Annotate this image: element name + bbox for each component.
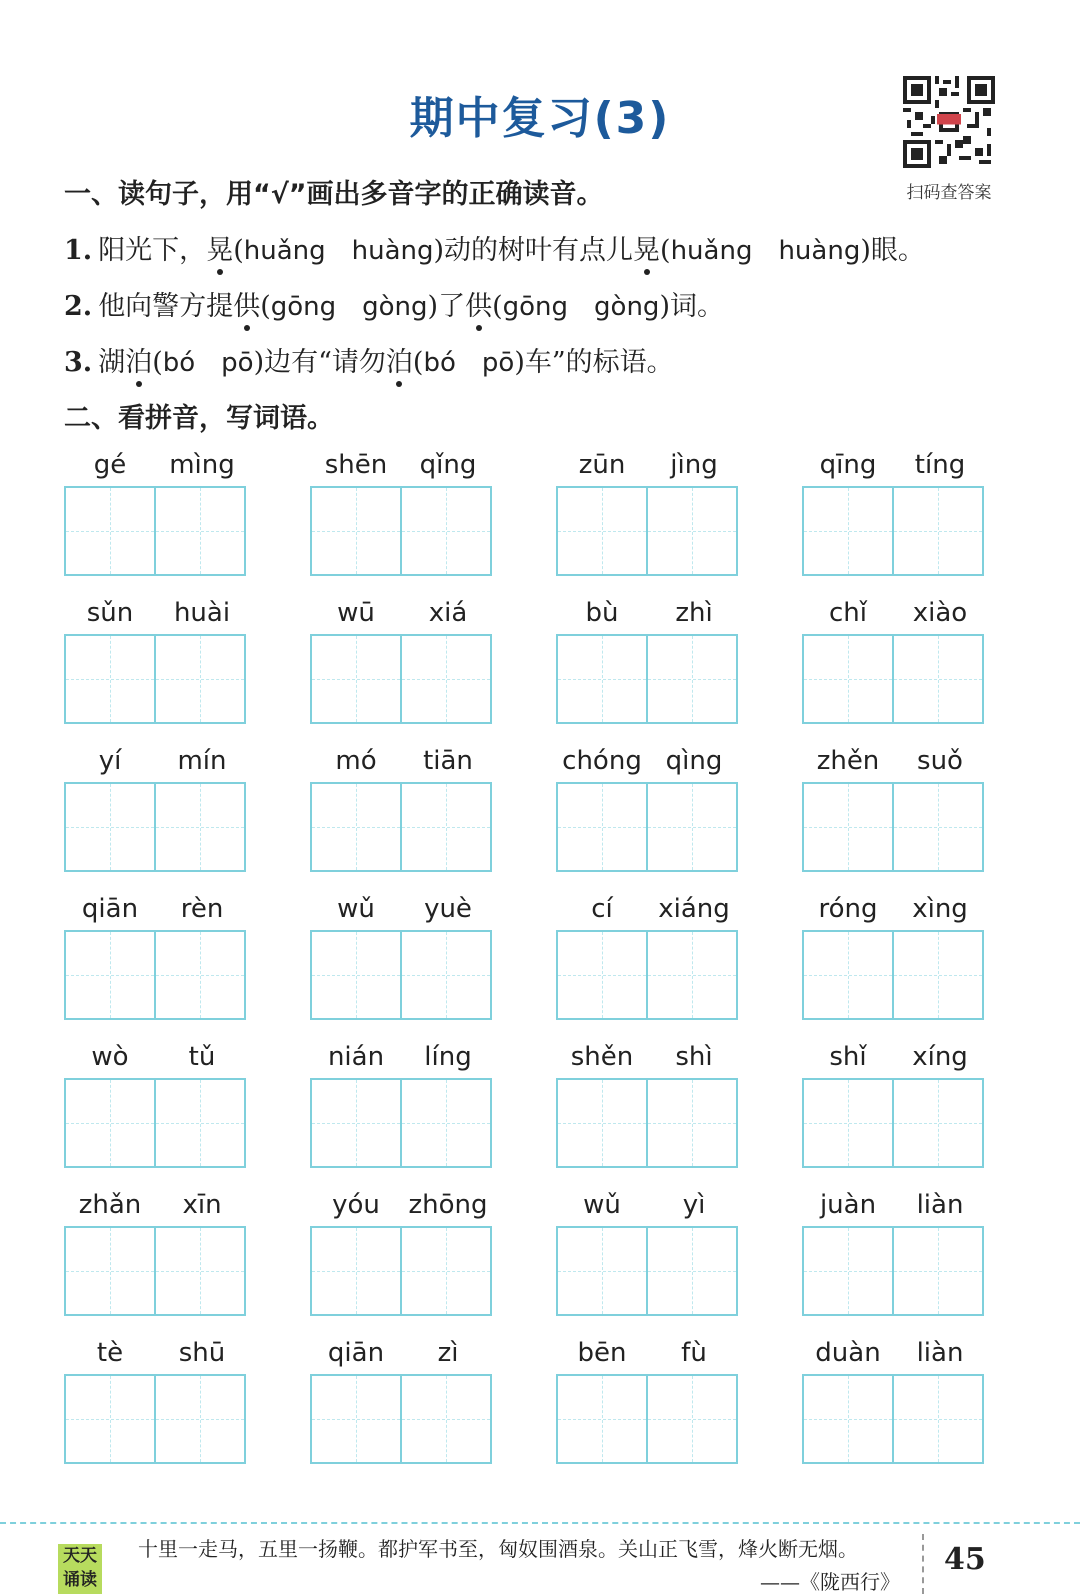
pinyin-syllable: jìng xyxy=(670,450,718,480)
pinyin-row xyxy=(802,450,986,484)
writing-box[interactable] xyxy=(646,488,736,574)
tianzige-pair xyxy=(802,930,984,1020)
reading-option[interactable]: gōng xyxy=(270,292,337,322)
pinyin-syllable: rèn xyxy=(180,894,224,924)
question-number: 2. xyxy=(64,291,93,322)
tianzige-pair xyxy=(802,1374,984,1464)
tianzige-pair xyxy=(556,486,738,576)
tianzige-pair xyxy=(802,486,984,576)
question-text: )车”的标语。 xyxy=(514,347,674,378)
bracket-open: ( xyxy=(412,347,424,378)
tianzige-pair xyxy=(556,930,738,1020)
pinyin-row xyxy=(64,1190,248,1224)
pinyin-syllable: zhǎn xyxy=(78,1190,142,1220)
pinyin-row xyxy=(802,1338,986,1372)
writing-box[interactable] xyxy=(558,784,646,870)
poem-text: 十里一走马，五里一扬鞭。都护军书至，匈奴围酒泉。关山正飞雪，烽火断无烟。 xyxy=(138,1537,858,1561)
tianzige-pair xyxy=(310,930,492,1020)
polyphone-char: 泊 xyxy=(125,340,152,379)
tianzige-pair xyxy=(64,1226,246,1316)
tianzige-pair xyxy=(310,1226,492,1316)
pinyin-syllable: shēn xyxy=(324,450,388,480)
tianzige-pair xyxy=(310,1078,492,1168)
writing-box[interactable] xyxy=(558,932,646,1018)
page-number: 45 xyxy=(944,1542,986,1577)
daily-reading-tag xyxy=(58,1544,102,1594)
writing-box[interactable] xyxy=(892,1080,982,1166)
writing-box[interactable] xyxy=(312,1080,400,1166)
pinyin-row xyxy=(64,746,248,780)
pinyin-syllable: xiáng xyxy=(658,894,730,924)
pinyin-syllable: shū xyxy=(178,1338,226,1368)
pinyin-syllable: cí xyxy=(591,894,613,924)
writing-box[interactable] xyxy=(66,1228,154,1314)
pinyin-row xyxy=(310,1190,494,1224)
reading-option[interactable]: pō xyxy=(221,348,254,378)
writing-box[interactable] xyxy=(66,1080,154,1166)
pinyin-row xyxy=(310,1338,494,1372)
writing-box[interactable] xyxy=(646,932,736,1018)
writing-box[interactable] xyxy=(892,488,982,574)
pinyin-syllable: chǐ xyxy=(829,598,867,628)
bracket-open: ( xyxy=(660,235,671,266)
reading-option[interactable]: gōng xyxy=(502,292,569,322)
writing-box[interactable] xyxy=(66,1376,154,1462)
reading-option[interactable]: pō xyxy=(481,348,515,378)
tianzige-pair xyxy=(64,1078,246,1168)
reading-option[interactable]: bó xyxy=(423,348,456,378)
writing-box[interactable] xyxy=(646,1376,736,1462)
reading-option[interactable]: huàng xyxy=(778,236,861,266)
writing-box[interactable] xyxy=(66,784,154,870)
pinyin-row xyxy=(556,1042,740,1076)
pinyin-row xyxy=(310,894,494,928)
pinyin-syllable: wū xyxy=(337,598,375,628)
pinyin-row xyxy=(802,1042,986,1076)
pinyin-syllable: tè xyxy=(96,1338,124,1368)
pinyin-syllable: yuè xyxy=(424,894,472,924)
tianzige-pair xyxy=(64,634,246,724)
writing-box[interactable] xyxy=(646,1080,736,1166)
pinyin-syllable: liàn xyxy=(916,1190,964,1220)
writing-box[interactable] xyxy=(400,784,490,870)
polyphone-char: 供 xyxy=(465,284,492,323)
pinyin-syllable: zhōng xyxy=(408,1190,488,1220)
bracket-open: ( xyxy=(233,235,244,266)
pinyin-row xyxy=(802,746,986,780)
writing-box[interactable] xyxy=(66,932,154,1018)
writing-box[interactable] xyxy=(892,1228,982,1314)
writing-box[interactable] xyxy=(804,1376,892,1462)
pinyin-syllable: róng xyxy=(818,894,878,924)
writing-box[interactable] xyxy=(400,636,490,722)
pinyin-syllable: duàn xyxy=(815,1338,881,1368)
tag-line-1: 天天 xyxy=(63,1546,97,1566)
pinyin-row xyxy=(64,894,248,928)
pinyin-syllable: mó xyxy=(335,746,377,776)
writing-box[interactable] xyxy=(312,784,400,870)
pinyin-syllable: xiào xyxy=(912,598,968,628)
writing-box[interactable] xyxy=(804,784,892,870)
writing-box[interactable] xyxy=(66,636,154,722)
pinyin-syllable: qīng xyxy=(819,450,877,480)
polyphone-char: 泊 xyxy=(386,340,413,379)
pinyin-row xyxy=(802,894,986,928)
pinyin-row xyxy=(802,598,986,632)
writing-box[interactable] xyxy=(804,488,892,574)
question-text: 阳光下， xyxy=(98,235,207,266)
writing-box[interactable] xyxy=(154,636,244,722)
writing-box[interactable] xyxy=(66,488,154,574)
tianzige-pair xyxy=(556,1226,738,1316)
pinyin-syllable: xiá xyxy=(428,598,468,628)
tianzige-pair xyxy=(802,1078,984,1168)
pinyin-row xyxy=(802,1190,986,1224)
writing-box[interactable] xyxy=(646,1228,736,1314)
pinyin-row xyxy=(64,450,248,484)
pinyin-syllable: tǔ xyxy=(188,1042,216,1072)
pinyin-syllable: zhì xyxy=(675,598,713,628)
tianzige-pair xyxy=(556,634,738,724)
pinyin-syllable: wò xyxy=(91,1042,129,1072)
question-text: )了 xyxy=(427,291,466,322)
writing-box[interactable] xyxy=(558,1376,646,1462)
question-number: 3. xyxy=(64,347,93,378)
pinyin-syllable: zì xyxy=(437,1338,459,1368)
pinyin-row xyxy=(556,1190,740,1224)
pinyin-row xyxy=(556,894,740,928)
pinyin-row xyxy=(556,746,740,780)
poem-source: ——《陇西行》 xyxy=(760,1570,900,1594)
pinyin-syllable: shěn xyxy=(570,1042,634,1072)
pinyin-row xyxy=(310,598,494,632)
writing-box[interactable] xyxy=(312,1376,400,1462)
tianzige-pair xyxy=(64,930,246,1020)
pinyin-syllable: yóu xyxy=(332,1190,380,1220)
pinyin-syllable: wǔ xyxy=(337,894,375,924)
pinyin-syllable: xìng xyxy=(912,894,968,924)
tianzige-pair xyxy=(64,1374,246,1464)
writing-box[interactable] xyxy=(312,1228,400,1314)
writing-box[interactable] xyxy=(558,488,646,574)
pinyin-syllable: zhěn xyxy=(816,746,880,776)
pinyin-syllable: tíng xyxy=(914,450,966,480)
writing-box[interactable] xyxy=(804,636,892,722)
pinyin-syllable: chóng xyxy=(562,746,642,776)
question-text: )动的树叶有点儿 xyxy=(433,235,634,266)
writing-box[interactable] xyxy=(892,1376,982,1462)
question-number: 1. xyxy=(64,235,93,266)
writing-box[interactable] xyxy=(892,636,982,722)
writing-box[interactable] xyxy=(400,1376,490,1462)
pinyin-syllable: tiān xyxy=(423,746,473,776)
polyphone-char: 供 xyxy=(233,284,260,323)
writing-box[interactable] xyxy=(804,1080,892,1166)
writing-box[interactable] xyxy=(154,932,244,1018)
pinyin-syllable: qiān xyxy=(327,1338,385,1368)
pinyin-syllable: liàn xyxy=(916,1338,964,1368)
writing-box[interactable] xyxy=(646,636,736,722)
pinyin-syllable: mín xyxy=(177,746,227,776)
pinyin-row xyxy=(556,598,740,632)
question-text: )眼。 xyxy=(860,235,925,266)
writing-box[interactable] xyxy=(154,1228,244,1314)
tianzige-pair xyxy=(310,634,492,724)
bracket-open: ( xyxy=(260,291,271,322)
footer-separator xyxy=(922,1534,924,1594)
writing-box[interactable] xyxy=(312,932,400,1018)
bracket-open: ( xyxy=(492,291,503,322)
pinyin-row xyxy=(310,450,494,484)
pinyin-syllable: gé xyxy=(93,450,127,480)
tianzige-pair xyxy=(310,1374,492,1464)
writing-box[interactable] xyxy=(312,488,400,574)
pinyin-row xyxy=(64,598,248,632)
writing-box[interactable] xyxy=(400,932,490,1018)
pinyin-row xyxy=(64,1042,248,1076)
tianzige-pair xyxy=(556,782,738,872)
reading-option[interactable]: gòng xyxy=(594,292,660,322)
writing-box[interactable] xyxy=(400,488,490,574)
reading-option[interactable]: huǎng xyxy=(670,236,753,266)
writing-box[interactable] xyxy=(558,1228,646,1314)
writing-box[interactable] xyxy=(154,488,244,574)
pinyin-syllable: bù xyxy=(585,598,619,628)
writing-box[interactable] xyxy=(558,1080,646,1166)
pinyin-syllable: shì xyxy=(675,1042,713,1072)
pinyin-row xyxy=(556,1338,740,1372)
polyphone-char: 晃 xyxy=(633,228,660,267)
pinyin-syllable: xíng xyxy=(912,1042,968,1072)
writing-box[interactable] xyxy=(892,784,982,870)
reading-option[interactable]: bó xyxy=(162,348,196,378)
pinyin-row xyxy=(310,1042,494,1076)
writing-box[interactable] xyxy=(892,932,982,1018)
tag-line-2: 诵读 xyxy=(63,1570,97,1590)
polyphone-char: 晃 xyxy=(206,228,233,267)
pinyin-syllable: qiān xyxy=(81,894,139,924)
pinyin-syllable: wǔ xyxy=(583,1190,621,1220)
pinyin-syllable: yì xyxy=(682,1190,706,1220)
pinyin-syllable: huài xyxy=(173,598,231,628)
pinyin-syllable: bēn xyxy=(577,1338,627,1368)
pinyin-row xyxy=(310,746,494,780)
reading-option[interactable]: huǎng xyxy=(243,236,326,266)
writing-box[interactable] xyxy=(558,636,646,722)
tianzige-pair xyxy=(64,782,246,872)
pinyin-syllable: nián xyxy=(327,1042,385,1072)
question-text: )词。 xyxy=(659,291,724,322)
writing-box[interactable] xyxy=(154,1080,244,1166)
pinyin-syllable: suǒ xyxy=(917,746,963,776)
writing-box[interactable] xyxy=(154,1376,244,1462)
pinyin-row xyxy=(64,1338,248,1372)
writing-box[interactable] xyxy=(804,932,892,1018)
writing-box[interactable] xyxy=(646,784,736,870)
writing-box[interactable] xyxy=(312,636,400,722)
pinyin-syllable: qìng xyxy=(665,746,723,776)
pinyin-row xyxy=(556,450,740,484)
writing-box[interactable] xyxy=(400,1080,490,1166)
page-title: 期中复习(3) xyxy=(409,93,671,144)
pinyin-syllable: fù xyxy=(681,1338,707,1368)
pinyin-syllable: yí xyxy=(98,746,122,776)
writing-box[interactable] xyxy=(400,1228,490,1314)
tianzige-pair xyxy=(310,486,492,576)
pinyin-syllable: qǐng xyxy=(419,450,477,480)
pinyin-syllable: shǐ xyxy=(829,1042,867,1072)
footer-divider xyxy=(0,1522,1080,1524)
reading-option[interactable]: huàng xyxy=(351,236,434,266)
tianzige-pair xyxy=(556,1374,738,1464)
writing-box[interactable] xyxy=(804,1228,892,1314)
tianzige-pair xyxy=(802,782,984,872)
question-text: 他向警方提 xyxy=(98,291,234,322)
tianzige-pair xyxy=(64,486,246,576)
pinyin-syllable: xīn xyxy=(182,1190,222,1220)
pinyin-syllable: zūn xyxy=(578,450,626,480)
pinyin-syllable: mìng xyxy=(169,450,235,480)
tianzige-pair xyxy=(802,1226,984,1316)
tianzige-pair xyxy=(802,634,984,724)
tianzige-pair xyxy=(310,782,492,872)
question-text: )边有“请勿 xyxy=(253,347,386,378)
pinyin-syllable: sǔn xyxy=(86,598,134,628)
pinyin-syllable: juàn xyxy=(819,1190,877,1220)
section2-heading: 二、看拼音，写词语。 xyxy=(64,403,334,434)
question-text: 湖 xyxy=(98,347,126,378)
tianzige-pair xyxy=(556,1078,738,1168)
pinyin-syllable: líng xyxy=(424,1042,472,1072)
bracket-open: ( xyxy=(152,347,163,378)
qr-caption: 扫码查答案 xyxy=(906,183,992,203)
writing-box[interactable] xyxy=(154,784,244,870)
reading-option[interactable]: gòng xyxy=(362,292,428,322)
section1-heading: 一、读句子，用“√”画出多音字的正确读音。 xyxy=(64,179,604,210)
